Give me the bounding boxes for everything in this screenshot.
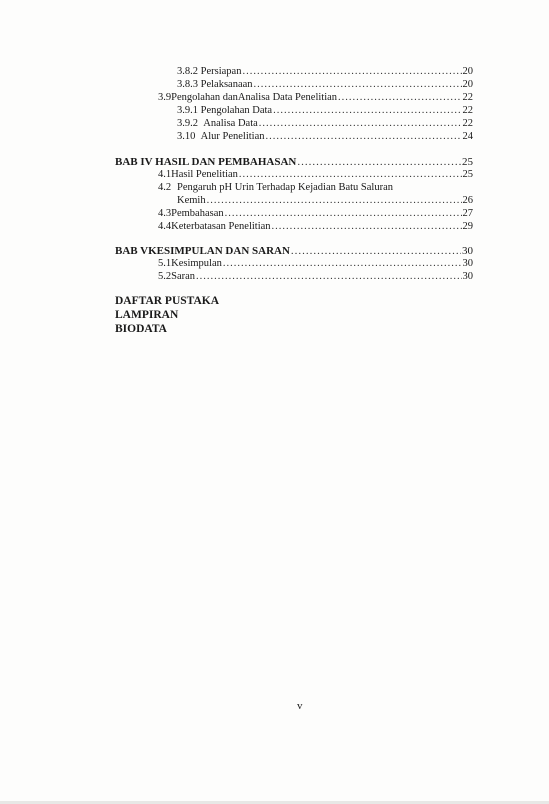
dot-leader	[239, 169, 462, 181]
toc-entry-title: Persiapan	[200, 66, 242, 77]
toc-entry-continuation[interactable]	[177, 195, 473, 207]
toc-entry-page: 27	[462, 208, 473, 219]
toc-entry-number: 4.1	[158, 169, 172, 180]
toc-entry-page: 29	[462, 221, 473, 232]
toc-entry-page: 22	[462, 118, 473, 129]
toc-entry-title: Saran	[171, 271, 196, 282]
dot-leader	[291, 245, 461, 257]
toc-entry-number: 3.9.1	[177, 105, 198, 116]
toc-entry-number: 4.2	[158, 182, 172, 193]
toc-entry-page: 30	[462, 271, 473, 282]
toc-entry-title: Pengolahan Data	[200, 105, 273, 116]
toc-entry-title: Alur Penelitian	[200, 131, 265, 142]
dot-leader	[297, 156, 461, 168]
chapter-title: BAB IV HASIL DAN PEMBAHASAN	[115, 156, 297, 168]
toc-entry-page: 20	[462, 66, 473, 77]
toc-entry[interactable]	[158, 92, 473, 104]
page-number: v	[297, 700, 303, 712]
daftar-pustaka-heading[interactable]: DAFTAR PUSTAKA	[115, 295, 220, 307]
toc-entry-title: Kesimpulan	[171, 258, 222, 269]
dot-leader	[223, 258, 462, 270]
dot-leader	[254, 79, 462, 91]
toc-entry-page: 22	[462, 92, 473, 103]
toc-entry[interactable]	[158, 169, 473, 181]
chapter-page: 30	[462, 245, 473, 257]
toc-entry-page: 30	[462, 258, 473, 269]
chapter-label: BAB V	[115, 245, 149, 257]
toc-entry[interactable]	[177, 131, 473, 143]
dot-leader	[272, 221, 462, 233]
toc-entry[interactable]	[158, 271, 473, 283]
toc-entry-number: 4.3	[158, 208, 172, 219]
dot-leader	[242, 66, 461, 78]
toc-entry[interactable]	[177, 105, 473, 117]
chapter-heading-bab-v[interactable]	[115, 245, 473, 257]
toc-entry-title: Pelaksanaan	[200, 79, 253, 90]
toc-entry-title: Keterbatasan Penelitian	[171, 221, 271, 232]
toc-entry[interactable]	[158, 258, 473, 270]
dot-leader	[338, 92, 461, 104]
dot-leader	[259, 118, 462, 130]
biodata-heading[interactable]: BIODATA	[115, 323, 167, 335]
toc-entry-number: 3.9.2	[177, 118, 198, 129]
toc-entry[interactable]	[158, 221, 473, 233]
toc-entry-title-continued: Kemih	[177, 195, 206, 206]
toc-entry-number: 3.10	[177, 131, 196, 142]
toc-entry-number: 3.9	[158, 92, 172, 103]
toc-entry-title: Hasil Penelitian	[171, 169, 238, 180]
toc-entry-title: Pembahasan	[171, 208, 224, 219]
toc-entry-title: Analisa Data	[203, 118, 258, 129]
toc-entry-title: Pengolahan danAnalisa Data Penelitian	[171, 92, 338, 103]
dot-leader	[225, 208, 462, 220]
lampiran-heading[interactable]: LAMPIRAN	[115, 309, 179, 321]
toc-entry-page: 22	[462, 105, 473, 116]
toc-entry[interactable]	[177, 66, 473, 78]
chapter-heading-bab-iv[interactable]	[115, 156, 473, 168]
toc-entry-number: 5.2	[158, 271, 172, 282]
toc-entry[interactable]	[177, 79, 473, 91]
toc-entry[interactable]	[158, 182, 473, 194]
toc-entry-number: 3.8.2	[177, 66, 198, 77]
toc-entry-number: 5.1	[158, 258, 172, 269]
chapter-page: 25	[462, 156, 473, 168]
toc-entry-number: 4.4	[158, 221, 172, 232]
toc-entry-title: Pengaruh pH Urin Terhadap Kejadian Batu Saluran	[177, 182, 394, 193]
dot-leader	[207, 195, 462, 207]
toc-entry-page: 25	[462, 169, 473, 180]
toc-entry[interactable]	[177, 118, 473, 130]
toc-entry-page: 26	[462, 195, 473, 206]
dot-leader	[273, 105, 461, 117]
chapter-title: KESIMPULAN DAN SARAN	[148, 245, 290, 257]
dot-leader	[266, 131, 462, 143]
dot-leader	[196, 271, 461, 283]
toc-entry-page: 20	[462, 79, 473, 90]
toc-entry-number: 3.8.3	[177, 79, 198, 90]
toc-entry-page: 24	[462, 131, 473, 142]
toc-entry[interactable]	[158, 208, 473, 220]
